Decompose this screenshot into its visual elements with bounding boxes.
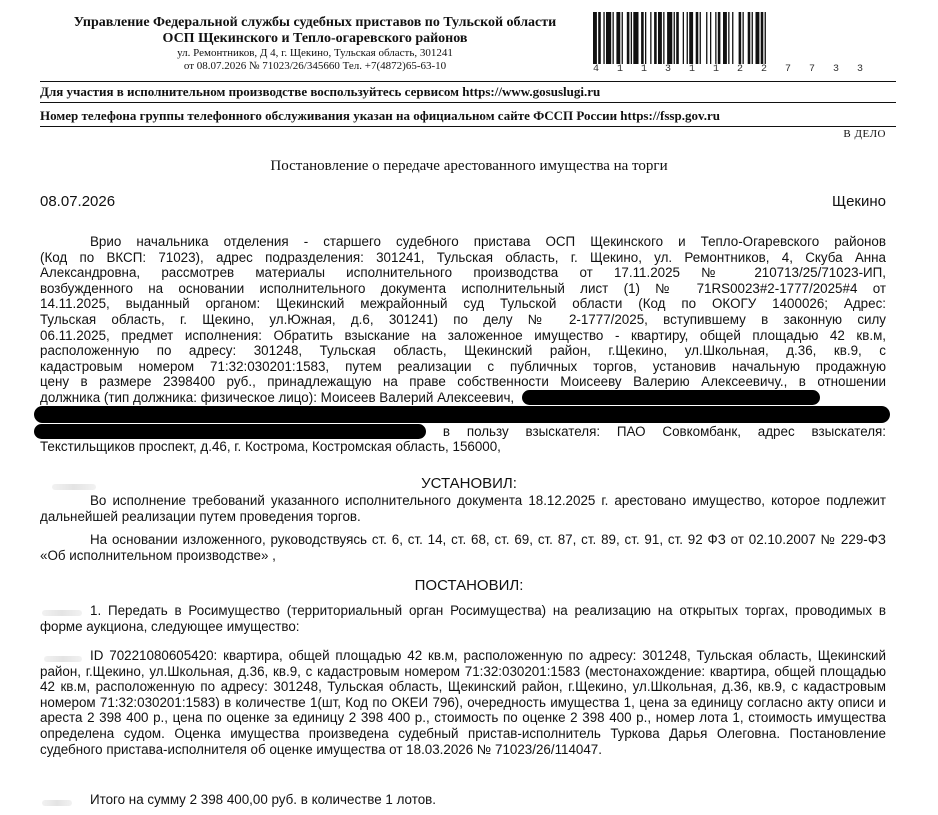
redacted-block (34, 406, 890, 423)
document-reference: от 08.07.2026 № 71023/26/345660 Тел. +7(4872)65-63-10 (183, 60, 447, 72)
resolved-paragraph-1: 1. Передать в Росимущество (территориальный орган Росимущества) на реализацию на открытых торгах, проводимых в форме аукциона, следующее имущество: (40, 603, 886, 634)
header-divider-middle (40, 102, 896, 103)
debtor-line (40, 390, 886, 406)
barcode-bar (641, 12, 644, 64)
header-block (40, 14, 590, 73)
barcode-bar (715, 12, 716, 64)
intro-line: Александровна, рассмотрев материалы исполнительного производства от 17.11.2025 № 210713/25/71023-ИП, (40, 265, 886, 281)
barcode-bar (761, 12, 764, 64)
redacted-line (40, 406, 886, 424)
established-paragraph-2: На основании изложенного, руководствуясь ст. 6, ст. 14, ст. 68, ст. 69, ст. 87, ст. 89, ст. 91, ст. 92 ФЗ от 02.10.2007 № 229-ФЗ «Об исполнительном производстве» , (40, 532, 886, 563)
barcode-bar (728, 12, 729, 64)
barcode-bar (645, 12, 646, 64)
barcode-bar (756, 12, 760, 64)
creditor-line (40, 424, 886, 440)
header-divider-top (40, 81, 896, 82)
barcode-bar (631, 12, 632, 64)
barcode-bar (622, 12, 623, 64)
document-date: 08.07.2026 (40, 193, 116, 210)
intro-line: расположенную по адресу: 301248, Тульская область, Щекинский район, г.Щекино, ул.Школьная, д.36, кв.9, с (40, 343, 886, 359)
intro-line: Тульская область, г. Щекино, ул.Южная, д.6, 301241) по делу № 2-1777/2025, вступившему в законную силу (40, 311, 886, 327)
barcode-bar (663, 12, 664, 64)
org-name-line1: Управление Федеральной службы судебных приставов по Тульской области (73, 15, 557, 30)
barcode-bar (633, 12, 638, 64)
intro-line: 06.11.2025, предмет исполнения: Обратить взыскание на заложенное имущество - квартиру, общей площадью 42 кв.м, (40, 327, 886, 343)
barcode-bar (650, 12, 651, 64)
gosuslugi-notice: Для участия в исполнительном производстве воспользуйтесь сервисом https://www.gosuslugi.ru (40, 84, 601, 99)
barcode-bar (627, 12, 630, 64)
barcode-bar (616, 12, 620, 64)
barcode-bar (667, 12, 672, 64)
barcode-bar (706, 12, 707, 64)
intro-line: кадастровым номером 71:32:030201:1583, путем реализации с публичных торгов, установив начальную продажную (40, 358, 886, 374)
barcode-bar (593, 12, 597, 64)
property-item: ID 70221080605420: квартира, общей площадью 42 кв.м, расположенную по адресу: 301248, Тульская область, Щекинский район, г.Щекино, ул.Школьная, д.36, кв.9, с кадастровым номером 71:32:030201:1583 (местонахождение: квартира, общей площадью 42 кв.м, расположенную по адресу: 301248, Тульская область, Щекинский район, г.Щекино, ул.Школьная, д.36, кв.9, с кадастровым номером 71:32:030201:1583) в количестве 1(шт, Код по ОКЕИ 796), очередность имущества 1, цена за единицу согласно акту описи и ареста 2 398 400 р., цена по оценке за единицу 2 398 400 р., стоимость по оценке 2 398 400 р., номер лота 1, стоимость имущества определена судом. Оценка имущества произведена судебный пристав-исполнитель Туркова Дарья Олеговна. Постановление судебного пристава-исполнителя об оценке имущества от 18.03.2026 № 71023/26/114047. (40, 648, 886, 757)
barcode-bar (683, 12, 684, 64)
intro-line: 14.11.2025, выданный органом: Щекинский межрайонный суд Тульской области (Код по ОКОГУ 1400026; Адрес: (40, 296, 886, 312)
barcode-bar (676, 12, 679, 64)
barcode-bar (743, 12, 744, 64)
established-heading: УСТАНОВИЛ: (421, 475, 517, 492)
barcode-bar (748, 12, 751, 64)
to-file-mark: В ДЕЛО (843, 128, 886, 140)
barcode-bar (603, 12, 604, 64)
barcode-bar (674, 12, 675, 64)
barcode-bar (710, 12, 711, 64)
phone-notice: Номер телефона группы телефонного обслуживания указан на официальном сайте ФССП России https://fssp.gov.ru (40, 108, 720, 123)
intro-line: (Код по ВКСП: 71023), адрес подразделения: 301241, Тульская область, г. Щекино, ул. Ремонтников, 4, Скуба Анна (40, 249, 886, 265)
barcode-bar (689, 12, 693, 64)
document-city: Щекино (832, 193, 886, 210)
barcode-bar (613, 12, 614, 64)
intro-paragraph (40, 234, 886, 455)
header-divider-bottom (40, 126, 896, 127)
intro-line: возбужденного на основании исполнительного документа исполнительный лист (1) № 71RS0023#2-1777/2025#4 от (40, 280, 886, 296)
barcode-bar (723, 12, 727, 64)
barcode-bar (654, 12, 657, 64)
intro-line: Врио начальника отделения - старшего судебного пристава ОСП Щекинского и Тепло-Огаревского районов (90, 234, 886, 249)
barcode-bar (765, 12, 766, 64)
creditor-address: Текстильщиков проспект, д.46, г. Кострома, Костромская область, 156000, (40, 439, 501, 455)
barcode-digits: 4 1 1 3 1 1 2 2 7 7 3 3 (593, 64, 870, 75)
redacted-block (34, 424, 426, 439)
intro-line: цену в размере 2398400 руб., принадлежащую на праве собственности Моисееву Валерию Алексеевичу., в отношении (40, 374, 886, 390)
redacted-block (522, 390, 820, 405)
document-title: Постановление о передаче арестованного имущества на торги (270, 158, 668, 174)
total-line: Итого на сумму 2 398 400,00 руб. в количестве 1 лотов. (90, 792, 436, 807)
barcode-bar (658, 12, 662, 64)
barcode-bar (606, 12, 611, 64)
org-address: ул. Ремонтников, Д 4, г. Щекино, Тульская область, 301241 (177, 47, 453, 59)
barcode-bar (598, 12, 601, 64)
barcode-bar (752, 12, 753, 64)
established-paragraph-1: Во исполнение требований указанного исполнительного документа 18.12.2025 г. арестовано имущество, которое подлежит дальнейшей реализации путем проведения торгов. (40, 493, 886, 524)
barcode-bar (687, 12, 688, 64)
barcode-bar (732, 12, 733, 64)
debtor-text: должника (тип должника: физическое лицо): Моисеев Валерий Алексеевич, (40, 389, 515, 405)
barcode-bar (696, 12, 699, 64)
barcode-bar (739, 12, 742, 64)
org-name-line2: ОСП Щекинского и Тепло-огаревского районов (162, 31, 468, 46)
barcode-bar (700, 12, 701, 64)
resolved-heading: ПОСТАНОВИЛ: (414, 577, 524, 594)
barcode-bar (718, 12, 721, 64)
creditor-text: в пользу взыскателя: ПАО Совкомбанк, адрес взыскателя: (442, 423, 886, 439)
